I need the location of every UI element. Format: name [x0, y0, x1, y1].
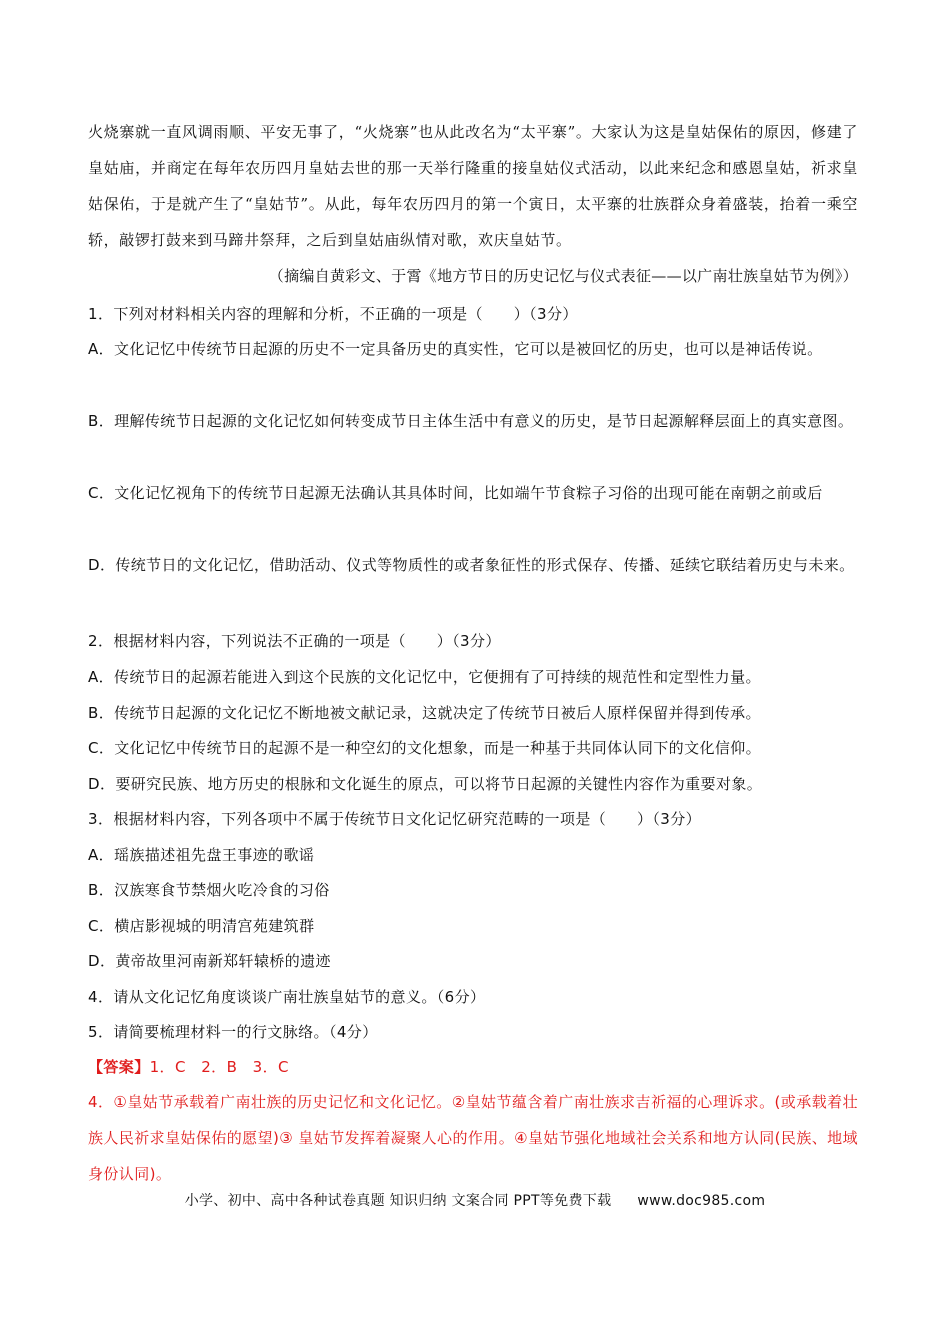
passage-text: 火烧寨就一直风调雨顺、平安无事了，“火烧寨”也从此改名为“太平寨”。大家认为这是皇姑保佑的原因，修建了皇姑庙，并商定在每年农历四月皇姑去世的那一天举行隆重的接皇姑仪式活动，以此来纪念和感恩皇姑，祈求皇姑保佑，于是就产生了“皇姑节”。从此，每年农历四月的第一个寅日，太平寨的壮族群众身着盛装，抬着一乘空轿，敲锣打鼓来到马蹄井祭拜，之后到皇姑庙纵情对歌，欢庆皇姑节。 — [88, 123, 858, 249]
passage-source: （摘编自黄彩文、于霄《地方节日的历史记忆与仪式表征——以广南壮族皇姑节为例》） — [268, 267, 858, 285]
q3-option-d: D．黄帝故里河南新郑轩辕桥的遗迹 — [88, 952, 331, 970]
q1-option-a: A．文化记忆中传统节日起源的历史不一定具备历史的真实性，它可以是被回忆的历史，也可以是神话传说。 — [88, 340, 823, 358]
footer-url[interactable]: www.doc985.com — [637, 1193, 766, 1209]
q4-stem: 4．请从文化记忆角度谈谈广南壮族皇姑节的意义。（6分） — [88, 988, 486, 1006]
q2-option-c: C．文化记忆中传统节日的起源不是一种空幻的文化想象，而是一种基于共同体认同下的文化信仰。 — [88, 739, 762, 757]
q5-stem: 5．请简要梳理材料一的行文脉络。（4分） — [88, 1023, 378, 1041]
answer-tag: 【答案】 — [88, 1058, 150, 1076]
q2-option-a: A．传统节日的起源若能进入到这个民族的文化记忆中，它便拥有了可持续的规范性和定型性力量。 — [88, 668, 761, 686]
q3-option-c: C．横店影视城的明清宫苑建筑群 — [88, 917, 315, 935]
answer-q4: 4．①皇姑节承载着广南壮族的历史记忆和文化记忆。②皇姑节蕴含着广南壮族求吉祈福的心理诉求。(或承载着壮族人民祈求皇姑保佑的愿望)③ 皇姑节发挥着凝聚人心的作用。④皇姑节强化地域社会关系和地方认同(民族、地域身份认同)。 — [88, 1093, 858, 1183]
answer-mc: 1．C 2．B 3．C — [149, 1058, 289, 1076]
q2-option-d: D．要研究民族、地方历史的根脉和文化诞生的原点，可以将节日起源的关键性内容作为重要对象。 — [88, 775, 763, 793]
q2-stem: 2．根据材料内容，下列说法不正确的一项是（ ）（3分） — [88, 632, 501, 650]
q3-option-a: A．瑶族描述祖先盘王事迹的歌谣 — [88, 846, 315, 864]
answer-line — [88, 1056, 858, 1078]
q1-option-d: D．传统节日的文化记忆，借助活动、仪式等物质性的或者象征性的形式保存、传播、延续它联结着历史与未来。 — [88, 556, 855, 574]
q1-stem: 1．下列对材料相关内容的理解和分析，不正确的一项是（ ）（3分） — [88, 305, 578, 323]
footer-text: 小学、初中、高中各种试卷真题 知识归纳 文案合同 PPT等免费下载 — [184, 1193, 612, 1209]
q1-option-b: B．理解传统节日起源的文化记忆如何转变成节日主体生活中有意义的历史，是节日起源解释层面上的真实意图。 — [88, 412, 854, 430]
q3-stem: 3．根据材料内容，下列各项中不属于传统节日文化记忆研究范畴的一项是（ ）（3分） — [88, 810, 701, 828]
q1-option-c: C．文化记忆视角下的传统节日起源无法确认其具体时间，比如端午节食粽子习俗的出现可能在南朝之前或后 — [88, 484, 823, 502]
q2-option-b: B．传统节日起源的文化记忆不断地被文献记录，这就决定了传统节日被后人原样保留并得到传承。 — [88, 704, 761, 722]
footer — [0, 1190, 950, 1210]
q3-option-b: B．汉族寒食节禁烟火吃冷食的习俗 — [88, 881, 330, 899]
